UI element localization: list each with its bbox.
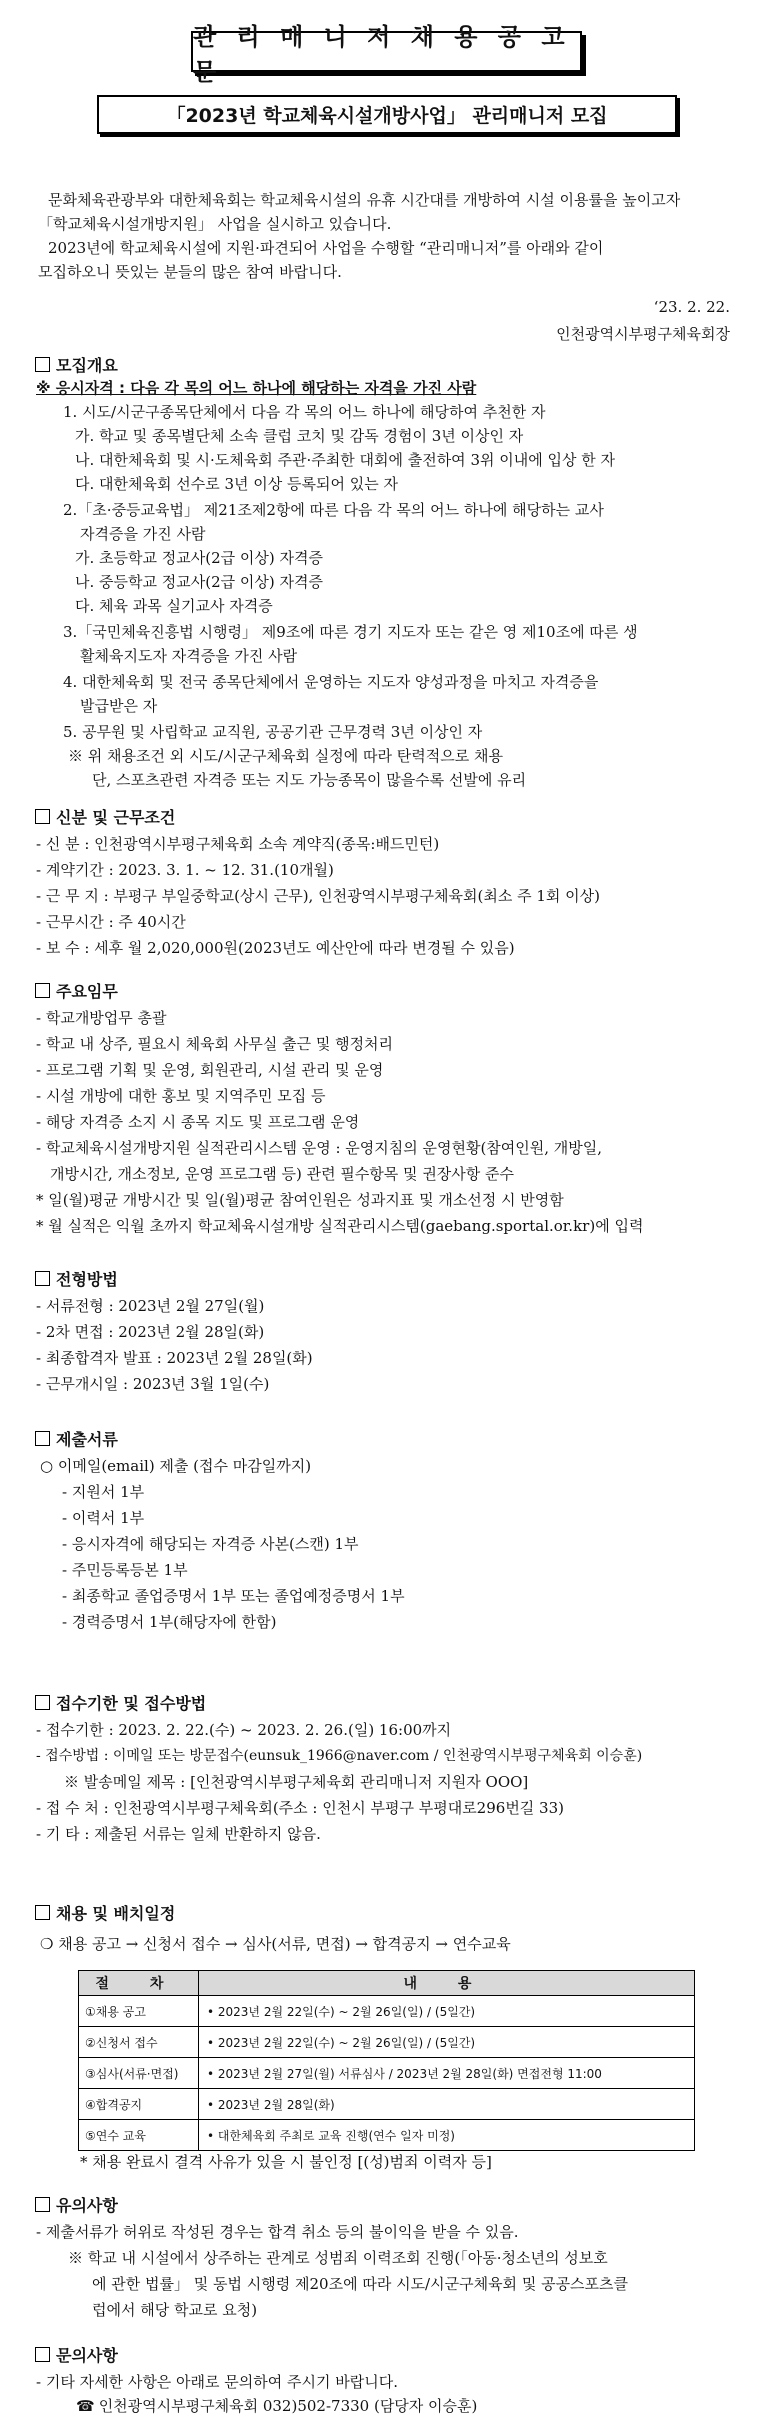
checkbox-square-icon: [35, 357, 50, 372]
checkbox-square-icon: [35, 2347, 50, 2362]
selection-line: - 2차 면접 : 2023년 2월 28일(화): [36, 1323, 265, 1341]
application-line: - 기 타 : 제출된 서류는 일체 반환하지 않음.: [36, 1825, 321, 1843]
qualification-line: 발급받은 자: [80, 697, 158, 715]
application-line: ※ 발송메일 제목 : [인천광역시부평구체육회 관리매니저 지원자 OOO]: [64, 1773, 529, 1791]
table-row: [79, 2120, 695, 2151]
duty-line: * 일(월)평균 개방시간 및 일(월)평균 참여인원은 성과지표 및 개소선정 시 반영함: [36, 1191, 564, 1209]
section-title: 유의사항: [35, 2196, 118, 2216]
qualification-heading: ※ 응시자격 : 다음 각 목의 어느 하나에 해당하는 자격을 가진 사람: [36, 379, 477, 397]
qualification-line: 1. 시도/시군구종목단체에서 다음 각 목의 어느 하나에 해당하여 추천한 자: [63, 403, 546, 421]
schedule-table: [78, 1970, 695, 2151]
table-row: [79, 1996, 695, 2027]
document-line: - 최종학교 졸업증명서 1부 또는 졸업예정증명서 1부: [62, 1587, 405, 1605]
application-line: - 접수기한 : 2023. 2. 22.(수) ~ 2023. 2. 26.(일) 16:00까지: [36, 1721, 452, 1739]
table-row: [79, 2089, 695, 2120]
section-title: 신분 및 근무조건: [35, 808, 175, 828]
notice-date: ‘23. 2. 22.: [653, 298, 730, 316]
intro-line: 모집하오니 뜻있는 분들의 많은 참여 바랍니다.: [38, 263, 342, 281]
qualification-line: 자격증을 가진 사람: [80, 525, 206, 543]
duty-line: 개방시간, 개소정보, 운영 프로그램 등) 관련 필수항목 및 권장사항 준수: [50, 1165, 515, 1183]
qualification-line: 4. 대한체육회 및 전국 종목단체에서 운영하는 지도자 양성과정을 마치고 자격증을: [63, 673, 599, 691]
caution-line: 에 관한 법률」 및 동법 시행령 제20조에 따라 시도/시군구체육회 및 공공스포츠클: [92, 2275, 629, 2293]
duty-line: - 해당 자격증 소지 시 종목 지도 및 프로그램 운영: [36, 1113, 360, 1131]
table-header: 내 용: [199, 1971, 695, 1996]
step-cell: ②신청서 접수: [79, 2027, 199, 2058]
qualification-line: 5. 공무원 및 사립학교 교직원, 공공기관 근무경력 3년 이상인 자: [63, 723, 483, 741]
intro-line: 문화체육관광부와 대한체육회는 학교체육시설의 유휴 시간대를 개방하여 시설 이용률을 높이고자: [48, 191, 681, 209]
qualification-line: 다. 체육 과목 실기교사 자격증: [75, 597, 273, 615]
qualification-line: 활체육지도자 자격증을 가진 사람: [80, 647, 298, 665]
selection-line: - 서류전형 : 2023년 2월 27일(월): [36, 1297, 265, 1315]
selection-line: - 근무개시일 : 2023년 3월 1일(수): [36, 1375, 270, 1393]
condition-line: - 근무시간 : 주 40시간: [36, 913, 186, 931]
intro-line: 2023년에 학교체육시설에 지원·파견되어 사업을 수행할 “관리매니저”를 아래와 같이: [48, 239, 604, 257]
checkbox-square-icon: [35, 1695, 50, 1710]
step-cell: ④합격공지: [79, 2089, 199, 2120]
document-line: - 경력증명서 1부(해당자에 한함): [62, 1613, 277, 1631]
document-line: - 주민등록등본 1부: [62, 1561, 188, 1579]
duty-line: - 학교 내 상주, 필요시 체육회 사무실 출근 및 행정처리: [36, 1035, 394, 1053]
condition-line: - 보 수 : 세후 월 2,020,000원(2023년도 예산안에 따라 변경될 수 있음): [36, 939, 515, 957]
checkbox-square-icon: [35, 809, 50, 824]
section-title: 전형방법: [35, 1270, 118, 1290]
document-line: - 이력서 1부: [62, 1509, 145, 1527]
qualification-line: 단, 스포츠관련 자격증 또는 지도 가능종목이 많을수록 선발에 유리: [92, 771, 527, 789]
duty-line: - 시설 개방에 대한 홍보 및 지역주민 모집 등: [36, 1087, 326, 1105]
duty-line: - 프로그램 기획 및 운영, 회원관리, 시설 관리 및 운영: [36, 1061, 384, 1079]
condition-line: - 계약기간 : 2023. 3. 1. ~ 12. 31.(10개월): [36, 861, 334, 879]
document-subtitle: 「2023년 학교체육시설개방사업」 관리매니저 모집: [97, 95, 677, 134]
duty-line: - 학교체육시설개방지원 실적관리시스템 운영 : 운영지침의 운영현황(참여인원, 개방일,: [36, 1139, 603, 1157]
qualification-line: 가. 학교 및 종목별단체 소속 클럽 코치 및 감독 경험이 3년 이상인 자: [75, 427, 524, 445]
content-cell: • 2023년 2월 22일(수) ~ 2월 26일(일) / (5일간): [199, 1996, 695, 2027]
table-row: [79, 2027, 695, 2058]
table-header-row: [79, 1971, 695, 1996]
section-title: 주요임무: [35, 982, 118, 1002]
qualification-line: 나. 대한체육회 및 시·도체육회 주관·주최한 대회에 출전하여 3위 이내에 입상 한 자: [75, 451, 615, 469]
document-title: 관 리 매 니 저 채 용 공 고 문: [191, 31, 582, 72]
document-line: - 지원서 1부: [62, 1483, 145, 1501]
qualification-line: 3.「국민체육진흥법 시행령」 제9조에 따른 경기 지도자 또는 같은 영 제10조에 따른 생: [63, 623, 638, 641]
inquiry-contact: ☎ 인천광역시부평구체육회 032)502-7330 (담당자 이승훈): [76, 2397, 478, 2415]
content-cell: • 대한체육회 주최로 교육 진행(연수 일자 미정): [199, 2120, 695, 2151]
checkbox-square-icon: [35, 1431, 50, 1446]
document-line: - 응시자격에 해당되는 자격증 사본(스캔) 1부: [62, 1535, 359, 1553]
table-header: 절 차: [79, 1971, 199, 1996]
caution-line: ※ 학교 내 시설에서 상주하는 관계로 성범죄 이력조회 진행(「아동·청소년의 성보호: [68, 2249, 608, 2267]
caution-line: 럽에서 해당 학교로 요청): [92, 2301, 258, 2319]
condition-line: - 근 무 지 : 부평구 부일중학교(상시 근무), 인천광역시부평구체육회(최소 주 1회 이상): [36, 887, 600, 905]
checkbox-square-icon: [35, 1271, 50, 1286]
section-title: 제출서류: [35, 1430, 118, 1450]
checkbox-square-icon: [35, 1905, 50, 1920]
content-cell: • 2023년 2월 27일(월) 서류심사 / 2023년 2월 28일(화) 면접전형 11:00: [199, 2058, 695, 2089]
content-cell: • 2023년 2월 22일(수) ~ 2월 26일(일) / (5일간): [199, 2027, 695, 2058]
application-line: - 접수방법 : 이메일 또는 방문접수(eunsuk_1966@naver.com / 인천광역시부평구체육회 이승훈): [36, 1748, 643, 1764]
checkbox-square-icon: [35, 983, 50, 998]
condition-line: - 신 분 : 인천광역시부평구체육회 소속 계약직(종목:배드민턴): [36, 835, 440, 853]
qualification-line: 가. 초등학교 정교사(2급 이상) 자격증: [75, 549, 323, 567]
step-cell: ③심사(서류·면접): [79, 2058, 199, 2089]
qualification-line: 2.「초·중등교육법」 제21조제2항에 따른 다음 각 목의 어느 하나에 해당하는 교사: [63, 501, 604, 519]
duty-line: - 학교개방업무 총괄: [36, 1009, 167, 1027]
step-cell: ⑤연수 교육: [79, 2120, 199, 2151]
table-row: [79, 2058, 695, 2089]
qualification-line: ※ 위 채용조건 외 시도/시군구체육회 실정에 따라 탄력적으로 채용: [68, 747, 503, 765]
recruitment-flow: ❍ 채용 공고 → 신청서 접수 → 심사(서류, 면접) → 합격공지 → 연수교육: [40, 1935, 511, 1953]
intro-line: 「학교체육시설개방지원」 사업을 실시하고 있습니다.: [38, 215, 392, 233]
application-line: - 접 수 처 : 인천광역시부평구체육회(주소 : 인천시 부평구 부평대로296번길 33): [36, 1799, 565, 1817]
checkbox-square-icon: [35, 2197, 50, 2212]
telephone-icon: ☎: [76, 2397, 95, 2415]
section-title: 접수기한 및 접수방법: [35, 1694, 206, 1714]
qualification-line: 다. 대한체육회 선수로 3년 이상 등록되어 있는 자: [75, 475, 398, 493]
caution-line: - 제출서류가 허위로 작성된 경우는 합격 취소 등의 불이익을 받을 수 있음.: [36, 2223, 519, 2241]
selection-line: - 최종합격자 발표 : 2023년 2월 28일(화): [36, 1349, 313, 1367]
content-cell: • 2023년 2월 28일(화): [199, 2089, 695, 2120]
inquiry-line: - 기타 자세한 사항은 아래로 문의하여 주시기 바랍니다.: [36, 2373, 398, 2391]
section-title: 문의사항: [35, 2346, 118, 2366]
section-title: 모집개요: [35, 356, 118, 376]
duty-line: * 월 실적은 익월 초까지 학교체육시설개방 실적관리시스템(gaebang.sportal.or.kr)에 입력: [36, 1217, 644, 1235]
issuer: 인천광역시부평구체육회장: [556, 325, 730, 343]
schedule-note: * 채용 완료시 결격 사유가 있을 시 불인정 [(성)범죄 이력자 등]: [80, 2153, 492, 2171]
step-cell: ①채용 공고: [79, 1996, 199, 2027]
document-line: ○ 이메일(email) 제출 (접수 마감일까지): [40, 1457, 312, 1475]
section-title: 채용 및 배치일정: [35, 1904, 175, 1924]
qualification-line: 나. 중등학교 정교사(2급 이상) 자격증: [75, 573, 323, 591]
